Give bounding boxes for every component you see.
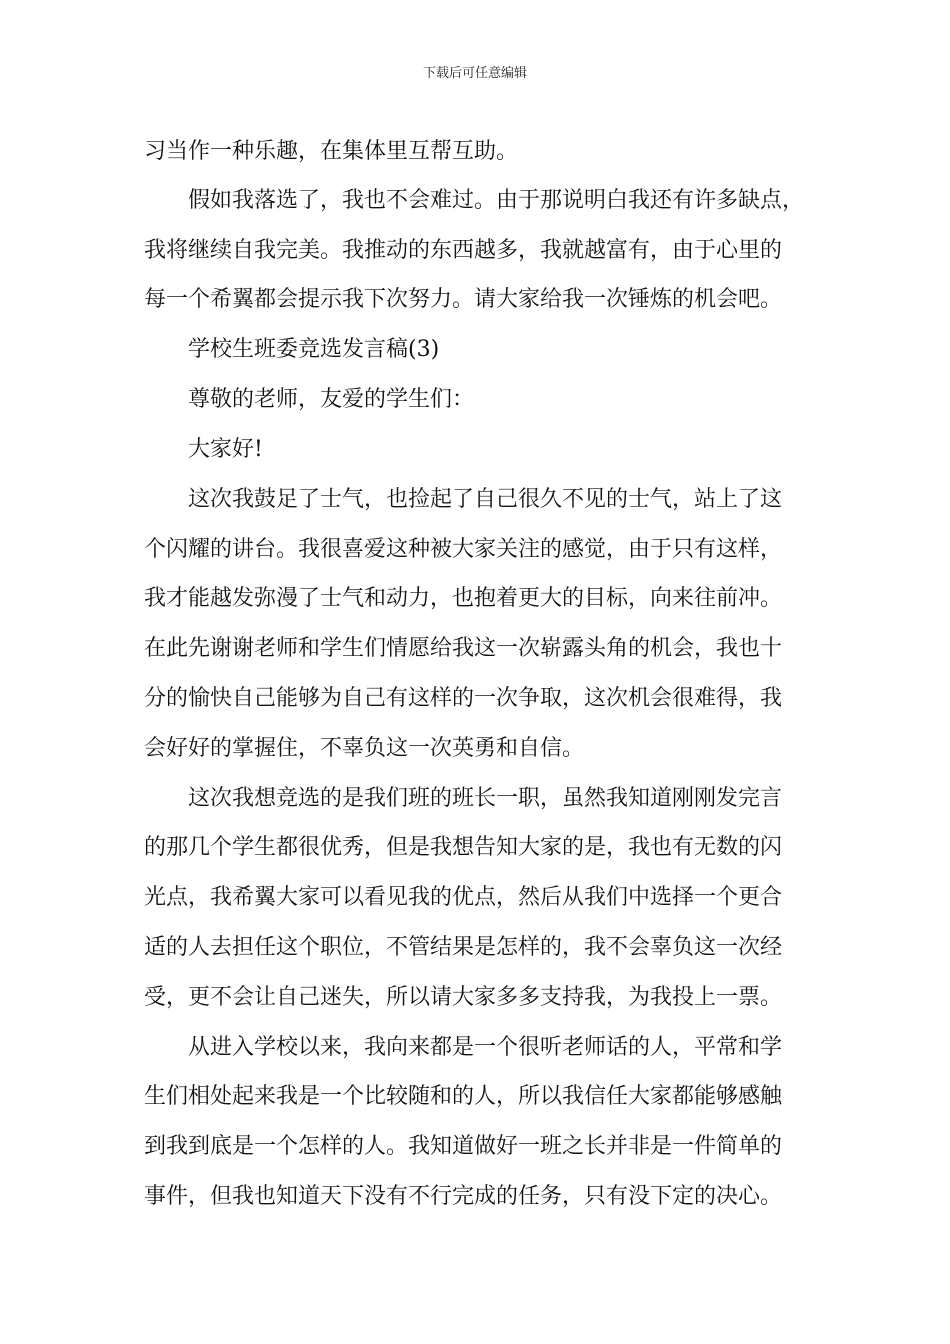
- paragraph-start-line: 从进入学校以来，我向来都是一个很听老师话的人，平常和学: [188, 1035, 783, 1060]
- paragraph-start-line: 假如我落选了，我也不会难过。由于那说明白我还有许多缺点，: [188, 188, 805, 213]
- text-line: 在此先谢谢老师和学生们情愿给我这一次崭露头角的机会，我也十: [144, 636, 783, 661]
- page-header: 下载后可任意编辑: [422, 66, 527, 81]
- text-line: 我才能越发弥漫了士气和动力，也抱着更大的目标，向来往前冲。: [144, 586, 783, 611]
- text-line: 到我到底是一个怎样的人。我知道做好一班之长并非是一件简单的: [144, 1134, 783, 1159]
- text-line: 受，更不会让自己迷失，所以请大家多多支持我，为我投上一票。: [144, 985, 783, 1010]
- text-line: 的那几个学生都很优秀，但是我想告知大家的是，我也有无数的闪: [144, 835, 783, 860]
- text-line: 光点，我希翼大家可以看见我的优点，然后从我们中选择一个更合: [144, 885, 783, 910]
- text-line: 适的人去担任这个职位，不管结果是怎样的，我不会辜负这一次经: [144, 935, 783, 960]
- greeting: 大家好!: [188, 437, 263, 462]
- paragraph-start-line: 这次我想竞选的是我们班的班长一职，虽然我知道刚刚发完言: [188, 786, 783, 811]
- text-line: 会好好的掌握住，不辜负这一次英勇和自信。: [144, 736, 585, 761]
- text-line: 每一个希翼都会提示我下次努力。请大家给我一次锤炼的机会吧。: [144, 287, 783, 312]
- paragraph-start-line: 这次我鼓足了士气，也捡起了自己很久不见的士气，站上了这: [188, 487, 783, 512]
- text-line: 事件，但我也知道天下没有不行完成的任务，只有没下定的决心。: [144, 1184, 783, 1209]
- text-line: 我将继续自我完美。我推动的东西越多，我就越富有，由于心里的: [144, 238, 783, 263]
- text-line: 习当作一种乐趣，在集体里互帮互助。: [144, 139, 519, 164]
- salutation: 尊敬的老师，友爱的学生们：: [188, 387, 475, 412]
- section-title: 学校生班委竞选发言稿(3): [188, 337, 440, 362]
- text-line: 生们相处起来我是一个比较随和的人，所以我信任大家都能够感触: [144, 1084, 783, 1109]
- text-line: 分的愉快自己能够为自己有这样的一次争取，这次机会很难得，我: [144, 686, 783, 711]
- text-line: 个闪耀的讲台。我很喜爱这种被大家关注的感觉，由于只有这样，: [144, 537, 783, 562]
